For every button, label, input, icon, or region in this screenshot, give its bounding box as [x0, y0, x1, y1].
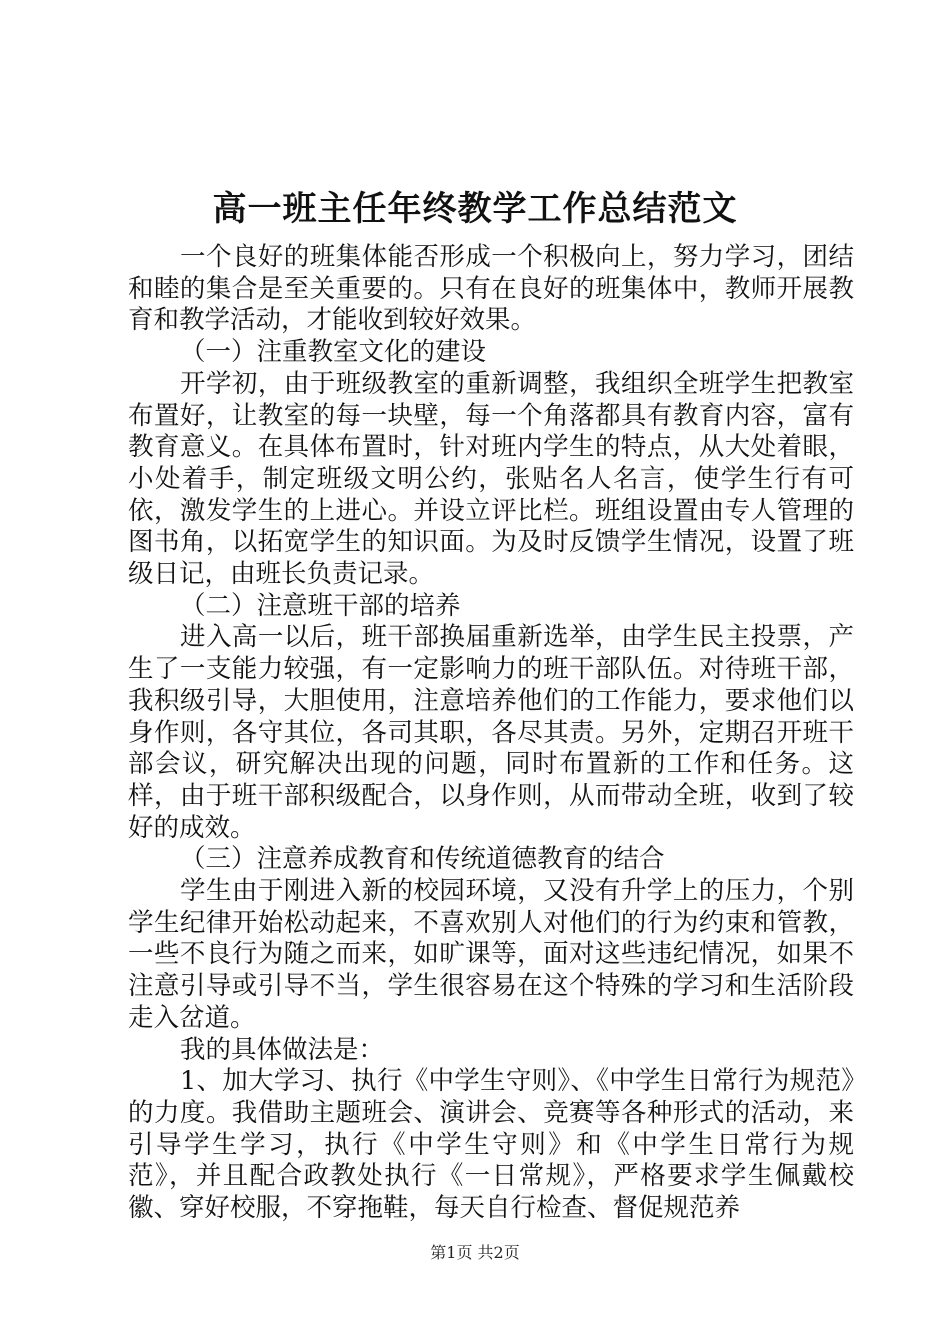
paragraph-class-cadres: 进入高一以后，班干部换届重新选举，由学生民主投票，产生了一支能力较强，有一定影响力的班干部队伍。对待班干部，我积级引导，大胆使用，注意培养他们的工作能力，要求他们以身作则，各守其位，各司其职，各尽其责。另外，定期召开班干部会议，研究解决出现的问题，同时布置新的工作和任务。这样，由于班干部积级配合，以身作则，从而带动全班，收到了较好的成效。 — [128, 622, 854, 843]
section-heading-habit-education: （三）注意养成教育和传统道德教育的结合 — [180, 844, 665, 875]
paragraph-intro: 一个良好的班集体能否形成一个积极向上，努力学习，团结和睦的集合是至关重要的。只有在良好的班集体中，教师开展教育和教学活动，才能收到较好效果。 — [128, 242, 854, 336]
paragraph-classroom-culture: 开学初，由于班级教室的重新调整，我组织全班学生把教室布置好，让教室的每一块壁，每一个角落都具有教育内容，富有教育意义。在具体布置时，针对班内学生的特点，从大处着眼，小处着手，制定班级文明公约，张贴名人名言，使学生行有可依，激发学生的上进心。并设立评比栏。班组设置由专人管理的图书角，以拓宽学生的知识面。为及时反馈学生情况，设置了班级日记，由班长负责记录。 — [128, 368, 854, 590]
paragraph-method-1: 1、加大学习、执行《中学生守则》、《中学生日常行为规范》的力度。我借助主题班会、演讲会、竞赛等各种形式的活动，来引导学生学习，执行《中学生守则》和《中学生日常行为规范》，并且配合政教处执行《一日常规》，严格要求学生佩戴校徽、穿好校服，不穿拖鞋，每天自行检查、督促规范养 — [128, 1066, 854, 1224]
document-body — [128, 242, 854, 1225]
page-footer: 第1页 共2页 — [430, 1243, 520, 1262]
paragraph-methods-intro: 我的具体做法是： — [180, 1034, 385, 1065]
section-heading-class-cadres: （二）注意班干部的培养 — [180, 590, 461, 621]
document-title: 高一班主任年终教学工作总结范文 — [212, 189, 738, 229]
section-heading-classroom-culture: （一）注重教室文化的建设 — [180, 337, 487, 368]
paragraph-habit-education: 学生由于刚进入新的校园环境，又没有升学上的压力，个别学生纪律开始松动起来，不喜欢别人对他们的行为约束和管教，一些不良行为随之而来，如旷课等，面对这些违纪情况，如果不注意引导或引导不当，学生很容易在这个特殊的学习和生活阶段走入岔道。 — [128, 876, 854, 1033]
